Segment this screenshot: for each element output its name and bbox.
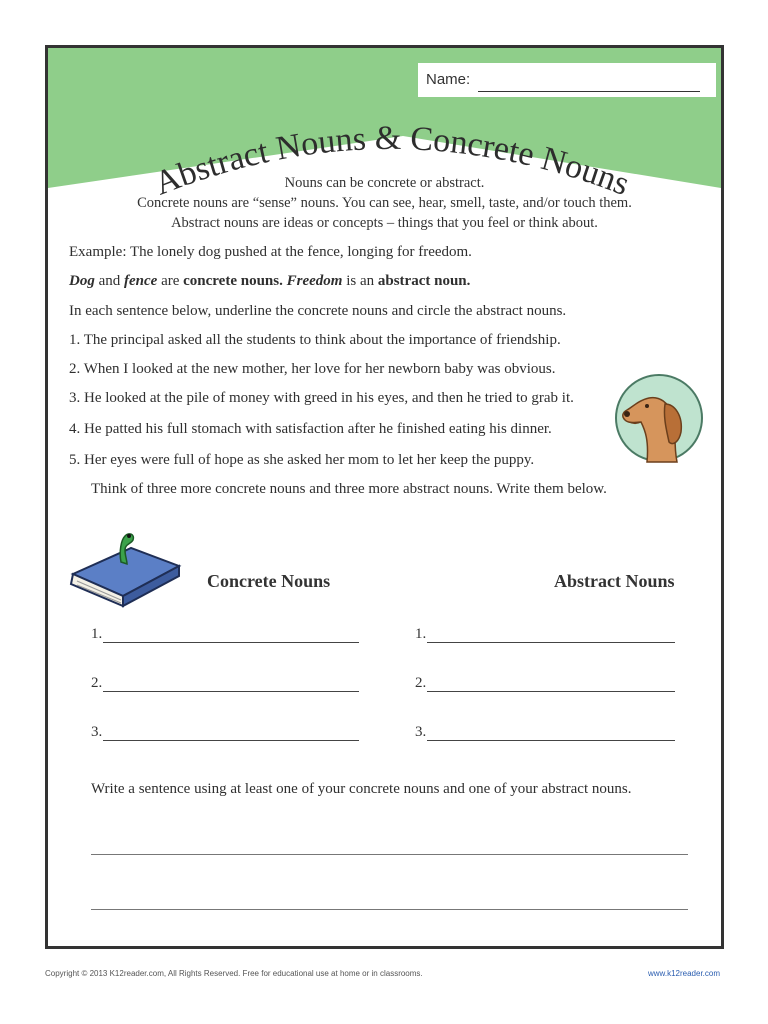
instructions: In each sentence below, underline the concrete nouns and circle the abstract nouns. <box>69 303 567 319</box>
example-concrete: concrete nouns. <box>183 273 283 289</box>
example-abstract: abstract noun. <box>377 273 471 289</box>
website-link[interactable]: www.k12reader.com <box>647 969 720 978</box>
abstract-rule-2 <box>427 691 675 692</box>
example-sentence: Example: The lonely dog pushed at the fence, longing for freedom. <box>69 244 472 260</box>
intro-line-2: Concrete nouns are “sense” nouns. You can see, hear, smell, taste, and/or touch them. <box>137 195 632 211</box>
concrete-rule-2 <box>103 691 359 692</box>
example-and: and <box>94 273 125 289</box>
worksheet <box>45 45 724 949</box>
write-prompt: Write a sentence using at least one of your concrete nouns and one of your abstract nouns. <box>91 781 632 797</box>
abstract-rule-1 <box>427 642 675 643</box>
example-is: is an <box>342 273 378 289</box>
concrete-number-3: 3. <box>91 724 103 740</box>
example-freedom: Freedom <box>286 273 343 289</box>
sentence-4: 4. He patted his full stomach with satisfaction after he finished eating his dinner. <box>69 421 552 437</box>
abstract-rule-3 <box>427 740 675 741</box>
concrete-number-1: 1. <box>91 626 103 642</box>
sentence-1: 1. The principal asked all the students to think about the importance of friendship. <box>69 332 561 348</box>
concrete-blank-2[interactable] <box>91 675 359 695</box>
concrete-blank-1[interactable] <box>91 626 359 646</box>
concrete-number-2: 2. <box>91 675 103 691</box>
think-prompt: Think of three more concrete nouns and three more abstract nouns. Write them below. <box>91 481 607 497</box>
write-line-2[interactable] <box>91 909 688 910</box>
name-field[interactable] <box>418 63 716 97</box>
abstract-number-3: 3. <box>415 724 427 740</box>
name-label: Name: <box>426 71 471 88</box>
example-are: are <box>157 273 184 289</box>
concrete-rule-1 <box>103 642 359 643</box>
dog-icon <box>611 370 707 466</box>
sentence-3: 3. He looked at the pile of money with greed in his eyes, and then he tried to grab it. <box>69 390 574 406</box>
abstract-blank-3[interactable] <box>415 724 675 744</box>
concrete-rule-3 <box>103 740 359 741</box>
sentence-2: 2. When I looked at the new mother, her love for her newborn baby was obvious. <box>69 361 556 377</box>
abstract-blank-1[interactable] <box>415 626 675 646</box>
example-explanation <box>69 273 470 290</box>
concrete-blank-3[interactable] <box>91 724 359 744</box>
example-dog: Dog <box>69 273 95 289</box>
intro-line-3: Abstract nouns are ideas or concepts – things that you feel or think about. <box>171 215 598 231</box>
title-text: Abstract Nouns & Concrete Nouns <box>149 119 635 203</box>
write-line-1[interactable] <box>91 854 688 855</box>
abstract-number-1: 1. <box>415 626 427 642</box>
abstract-number-2: 2. <box>415 675 427 691</box>
abstract-blank-2[interactable] <box>415 675 675 695</box>
concrete-nouns-heading: Concrete Nouns <box>207 571 331 591</box>
name-line <box>478 91 700 92</box>
copyright-text: Copyright © 2013 K12reader.com, All Rights Reserved. Free for educational use at home or in classrooms. <box>45 969 423 978</box>
sentence-5: 5. Her eyes were full of hope as she asked her mom to let her keep the puppy. <box>69 452 535 468</box>
abstract-nouns-heading: Abstract Nouns <box>554 571 675 591</box>
intro-line-1: Nouns can be concrete or abstract. <box>284 175 485 191</box>
book-icon <box>67 526 183 608</box>
example-fence: fence <box>124 273 158 289</box>
